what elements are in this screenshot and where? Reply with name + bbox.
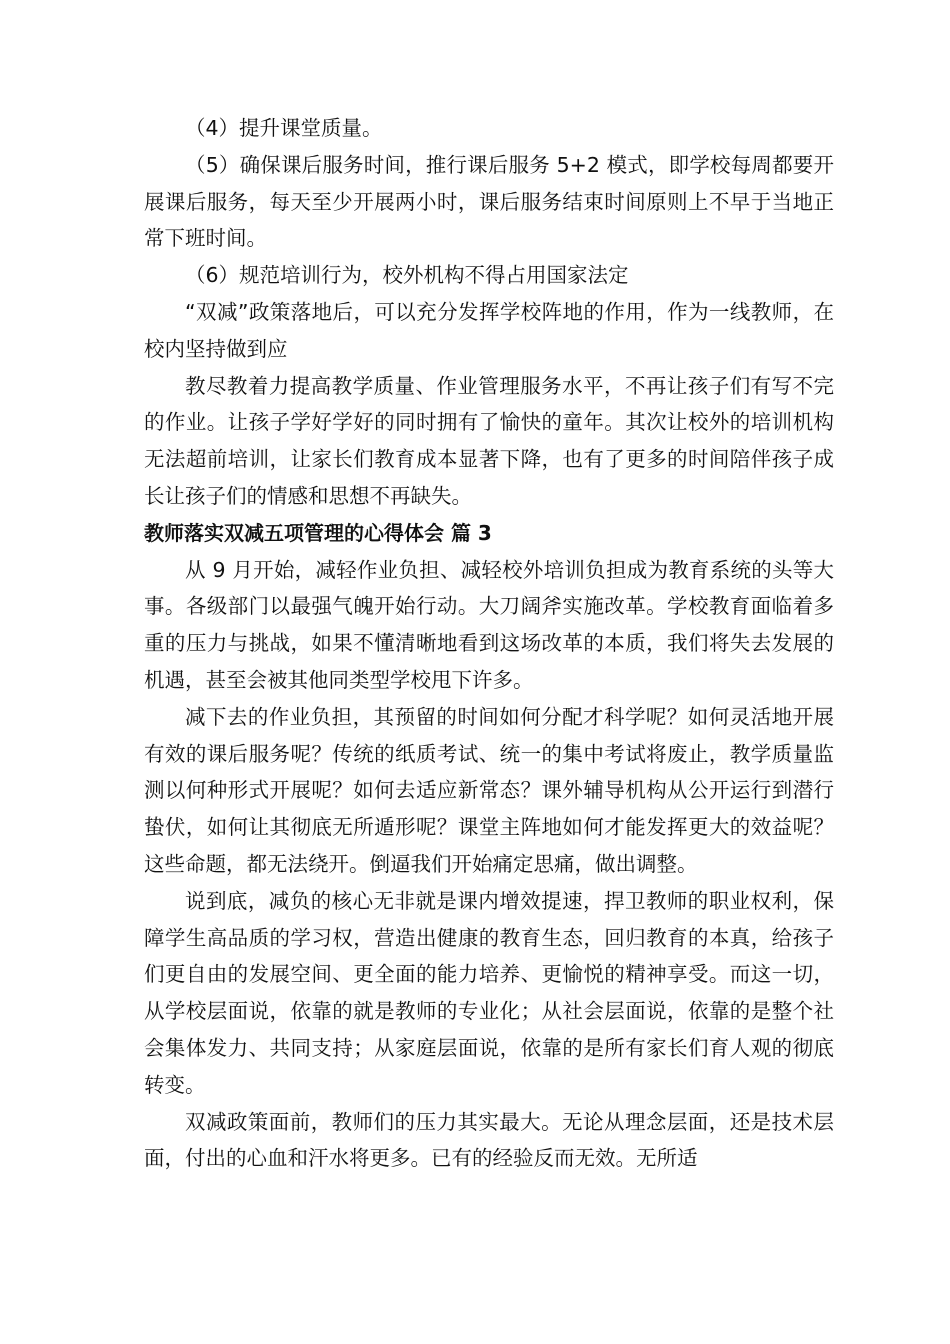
paragraph-pressure: 双减政策面前，教师们的压力其实最大。无论从理念层面，还是技术层面，付出的心血和汗水将更多。已有的经验反而无效。无所适: [144, 1109, 834, 1171]
paragraph-teaching-quality: 教尽教着力提高教学质量、作业管理服务水平，不再让孩子们有写不完的作业。让孩子学好学好的同时拥有了愉快的童年。其次让校外的培训机构无法超前培训，让家长们教育成本显著下降，也有了更多的时间陪伴孩子成长让孩子们的情感和思想不再缺失。: [144, 373, 834, 508]
paragraph-questions: 减下去的作业负担，其预留的时间如何分配才科学呢？如何灵活地开展有效的课后服务呢？传统的纸质考试、统一的集中考试将废止，教学质量监测以何种形式开展呢？如何去适应新常态？课外辅导机构从公开运行到潜行蛰伏，如何让其彻底无所遁形呢？课堂主阵地如何才能发挥更大的效益呢？这些命题，都无法绕开。倒逼我们开始痛定思痛，做出调整。: [144, 704, 834, 876]
document-body: [144, 110, 834, 1177]
paragraph-item-5: （5）确保课后服务时间，推行课后服务 5+2 模式，即学校每周都要开展课后服务，每天至少开展两小时，课后服务结束时间原则上不早于当地正常下班时间。: [144, 152, 834, 251]
paragraph-item-4: （4）提升课堂质量。: [185, 116, 383, 140]
section-heading: 教师落实双减五项管理的心得体会 篇 3: [144, 520, 492, 545]
paragraph-september: 从 9 月开始，减轻作业负担、减轻校外培训负担成为教育系统的头等大事。各级部门以最强气魄开始行动。大刀阔斧实施改革。学校教育面临着多重的压力与挑战，如果不懂清晰地看到这场改革的本质，我们将失去发展的机遇，甚至会被其他同类型学校甩下许多。: [144, 557, 834, 692]
paragraph-core: 说到底，减负的核心无非就是课内增效提速，捍卫教师的职业权利，保障学生高品质的学习权，营造出健康的教育生态，回归教育的本真，给孩子们更自由的发展空间、更全面的能力培养、更愉悦的精神享受。而这一切，从学校层面说，依靠的就是教师的专业化；从社会层面说，依靠的是整个社会集体发力、共同支持；从家庭层面说，依靠的是所有家长们育人观的彻底转变。: [144, 888, 834, 1097]
paragraph-item-6: （6）规范培训行为，校外机构不得占用国家法定: [185, 263, 629, 288]
paragraph-double-reduction: “双减”政策落地后，可以充分发挥学校阵地的作用，作为一线教师，在校内坚持做到应: [144, 299, 834, 361]
